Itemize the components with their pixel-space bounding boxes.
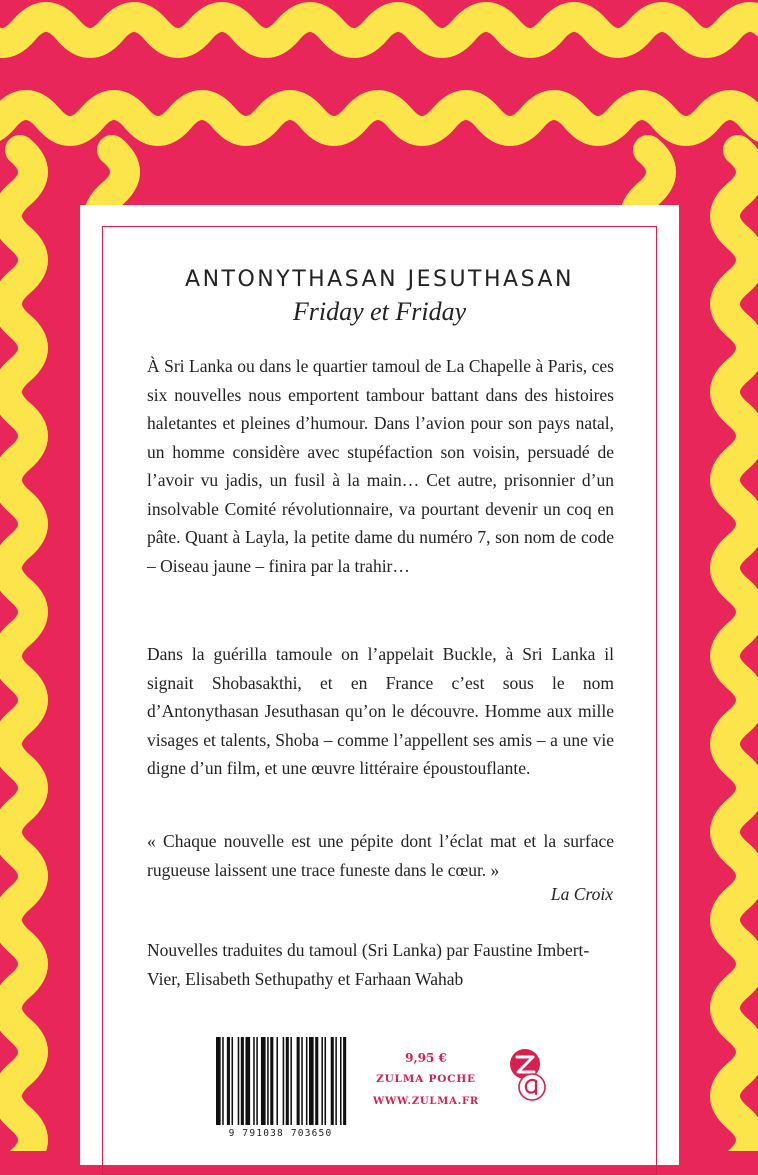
isbn-number: 9 791038 703650 [228, 1128, 333, 1139]
barcode-bar [301, 1037, 303, 1125]
zigzag-stripe [0, 105, 758, 131]
barcode-bar [335, 1037, 337, 1125]
barcode-bar [315, 1037, 318, 1125]
press-quote-source: La Croix [550, 884, 613, 904]
barcode-bar [286, 1037, 289, 1125]
translation-credits: Nouvelles traduites du tamoul (Sri Lanka) par Faustine Imbert-Vier, Elisabeth Sethupathy et Farhaan Wahab [147, 940, 590, 989]
barcode-bar [325, 1037, 327, 1125]
blurb-paragraph-2: Dans la guérilla tamoule on l’appelait Buckle, à Sri Lanka il signait Shobasakthi, et en France c’est sous le nom d’Antonythasan Jesuthasan qu’on le découvre. Homme aux mille visages et talents, Shoba – comme l’appellent ses amis – a une vie digne d’un film, et une œuvre littéraire époustouflante. [147, 644, 614, 778]
barcode [208, 1037, 353, 1145]
barcode-bar [321, 1037, 323, 1125]
barcode-bar [227, 1037, 230, 1125]
collection-name: ZULMA POCHE [376, 1073, 476, 1085]
barcode-bar [270, 1037, 273, 1125]
press-quote: « Chaque nouvelle est une pépite dont l’éclat mat et la surface rugueuse laissent une trace funeste dans le cœur. » [147, 831, 614, 880]
barcode-bar [261, 1037, 266, 1125]
zigzag-stripe [7, 150, 33, 1151]
book-title: Friday et Friday [292, 297, 467, 326]
barcode-bar [309, 1037, 314, 1125]
zigzag-stripe [725, 150, 751, 1151]
barcode-bar [343, 1037, 346, 1125]
publisher-website: WWW.ZULMA.FR [373, 1096, 479, 1107]
barcode-bar [340, 1037, 342, 1125]
barcode-bar [238, 1037, 240, 1125]
back-cover-panel [80, 205, 679, 1165]
barcode-bars [208, 1037, 353, 1127]
barcode-bar [216, 1037, 221, 1125]
barcode-bar [222, 1037, 224, 1125]
barcode-bar [290, 1037, 292, 1125]
author-name: ANTONYTHASAN JESUTHASAN [185, 267, 574, 292]
zigzag-stripe [0, 17, 758, 43]
barcode-bar [331, 1037, 334, 1125]
barcode-bar [276, 1037, 278, 1125]
barcode-bar [253, 1037, 255, 1125]
barcode-bar [232, 1037, 234, 1125]
barcode-bar [256, 1037, 258, 1125]
blurb-paragraph-1: À Sri Lanka ou dans le quartier tamoul de La Chapelle à Paris, ces six nouvelles nous emportent tambour battant dans des histoires haletantes et pleines d’humour. Dans l’avion pour son pays natal, un homme considère avec stupéfaction son voisin, persuadé de l’avoir vu jadis, un fusil à la main… Cet autre, prisonnier d’un insolvable Comité révolutionnaire, va pourtant devenir un coq en pâte. Quant à Layla, la petite dame du numéro 7, son nom de code – Oiseau jaune – finira par la trahir… [147, 356, 614, 576]
barcode-bar [297, 1037, 300, 1125]
barcode-bar [283, 1037, 285, 1125]
zulma-za-logo-icon [508, 1047, 548, 1103]
barcode-bar [241, 1037, 244, 1125]
barcode-bar [245, 1037, 250, 1125]
barcode-bar [267, 1037, 269, 1125]
barcode-bar [306, 1037, 308, 1125]
price: 9,95 € [405, 1051, 447, 1065]
price-publisher-block [370, 1048, 482, 1112]
